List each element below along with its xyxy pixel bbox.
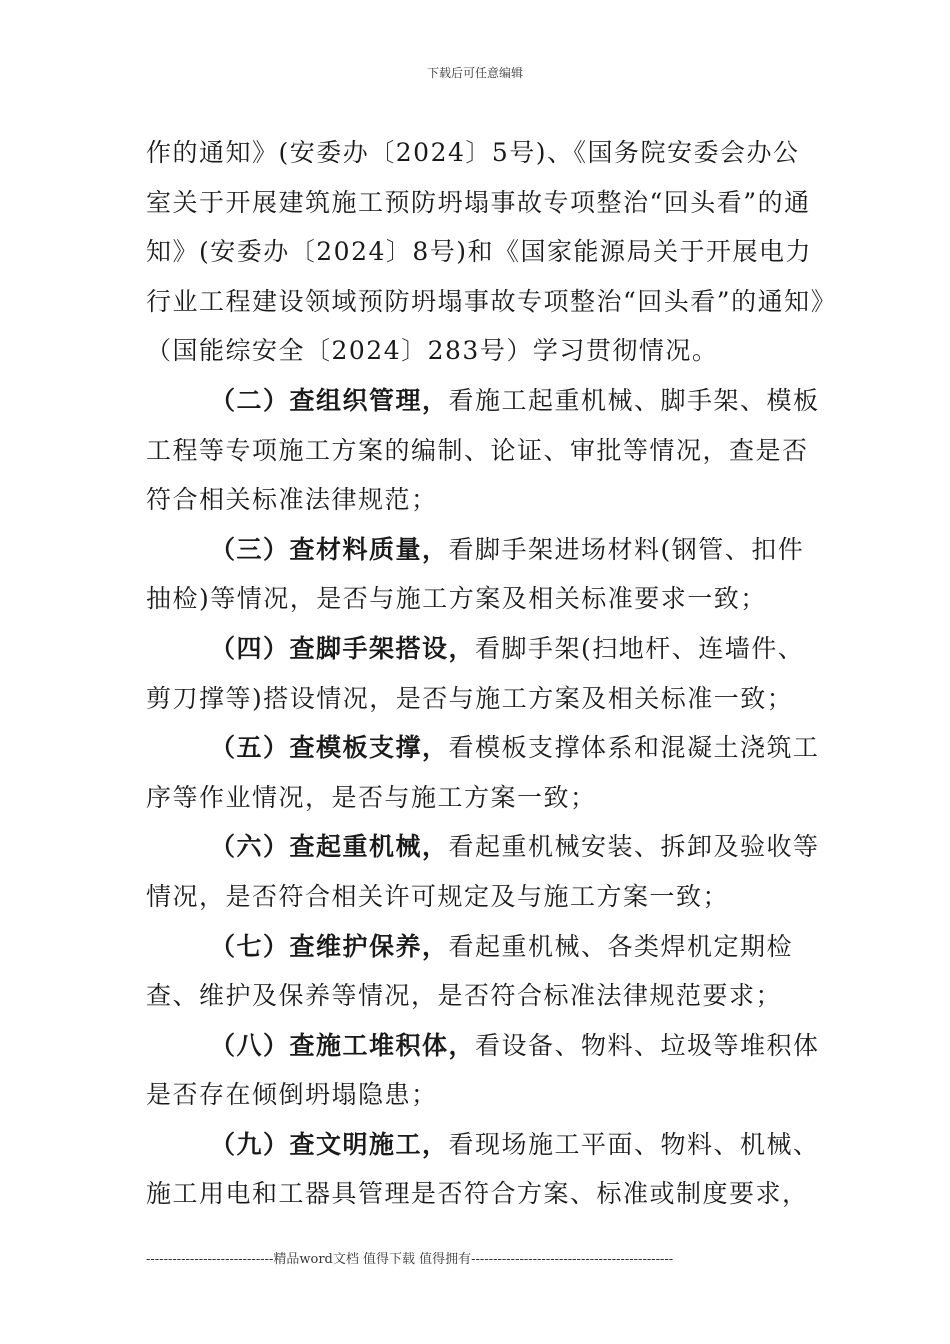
paragraph-1 [146,128,826,376]
paragraph-text: 看脚手架进场材料(钢管、扣件抽检)等情况，是否与施工方案及相关标准要求一致； [146,534,805,614]
paragraph-text: 看模板支撑体系和混凝土浇筑工序等作业情况，是否与施工方案一致； [146,733,820,812]
paragraph-text: 看起重机械安装、拆卸及验收等情况，是否符合相关许可规定及与施工方案一致； [146,832,820,911]
paragraph-6 [146,822,826,921]
page-header: 下载后可任意编辑 [426,66,523,80]
paragraph-3 [146,525,826,624]
paragraph-heading: （五）查模板支撑， [210,733,449,763]
paragraph-4 [146,624,826,723]
paragraph-7 [146,922,826,1021]
paragraph-heading: （七）查维护保养， [210,931,449,961]
page-footer: -----------------------------精品word文档 值得下载 值得拥有---------------------------------------------- [146,1252,674,1267]
paragraph-heading: （六）查起重机械， [210,832,449,862]
paragraph-text: 看施工起重机械、脚手架、模板工程等专项施工方案的编制、论证、审批等情况，查是否符合相关标准法律规范； [146,385,820,515]
paragraph-heading: （二）查组织管理， [210,385,449,415]
paragraph-text: 看脚手架(扫地杆、连墙件、剪刀撑等)搭设情况，是否与施工方案及相关标准一致； [146,633,805,713]
paragraph-text: 作的通知》(安委办〔2024〕5号)、《国务院安委会办公室关于开展建筑施工预防坍塌事故专项整治“回头看”的通知》(安委办〔2024〕8号)和《国家能源局关于开展电力行业工程建设领域预防坍塌事故专项整治“回头看”的通知》（国能综安全〔2024〕283号）学习贯彻情况。 [146,138,825,366]
paragraph-heading: （八）查施工堆积体， [210,1030,476,1060]
paragraph-text: 看设备、物料、垃圾等堆积体是否存在倾倒坍塌隐患； [146,1030,820,1110]
paragraph-text: 看起重机械、各类焊机定期检查、维护及保养等情况，是否符合标准法律规范要求； [146,931,794,1011]
document-body [146,128,826,1219]
paragraph-5 [146,723,826,822]
paragraph-8 [146,1021,826,1120]
paragraph-text: 看现场施工平面、物料、机械、施工用电和工器具管理是否符合方案、标准或制度要求， [146,1129,820,1209]
paragraph-9 [146,1120,826,1219]
paragraph-heading: （九）查文明施工， [210,1129,449,1159]
paragraph-heading: （四）查脚手架搭设， [210,633,476,663]
paragraph-heading: （三）查材料质量， [210,534,449,564]
paragraph-2 [146,376,826,525]
